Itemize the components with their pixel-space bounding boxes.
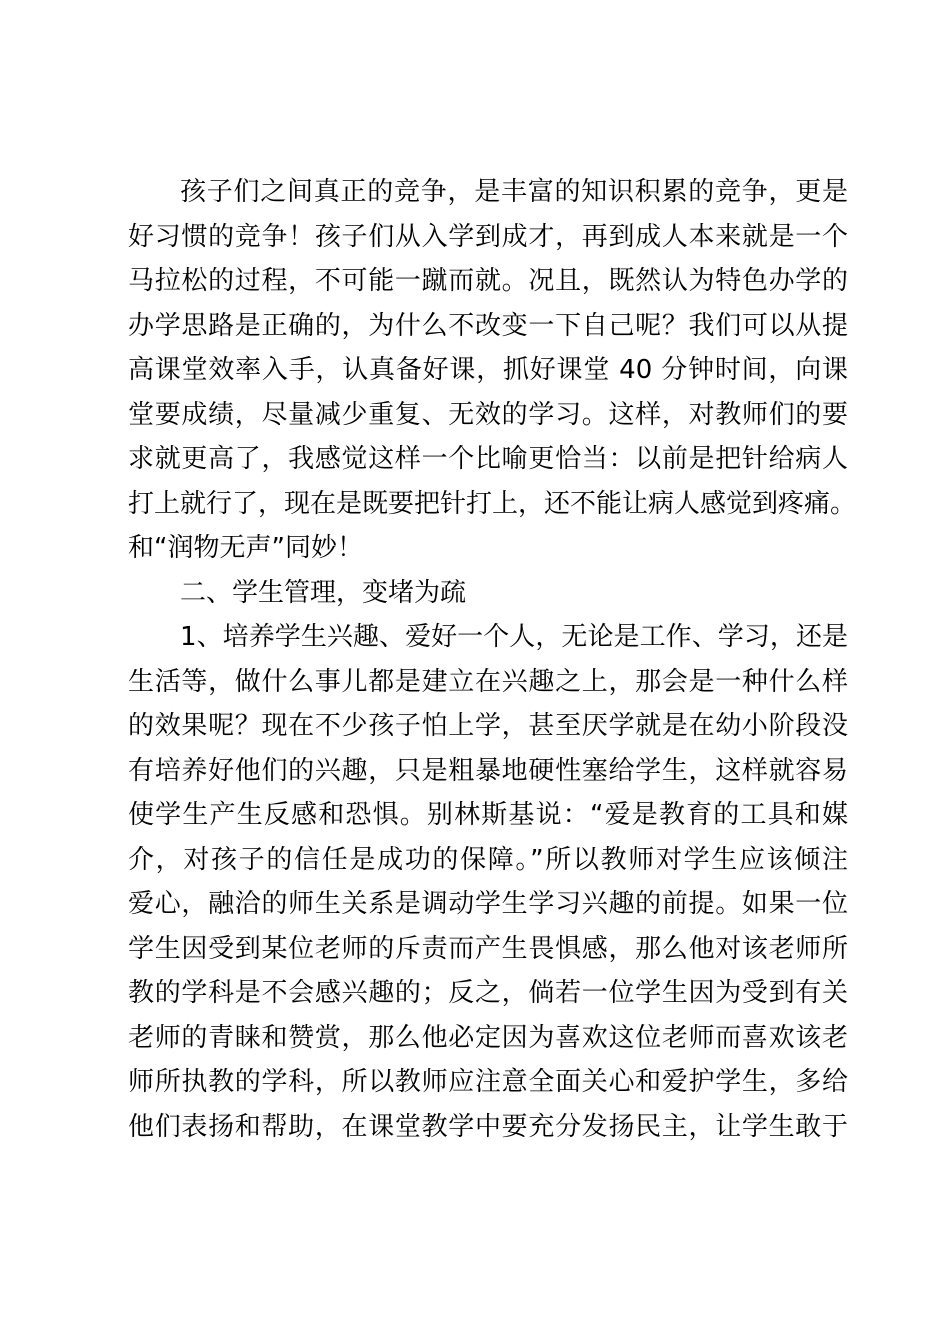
paragraph-line: 孩子们之间真正的竞争，是丰富的知识积累的竞争，更是 [180,177,848,207]
paragraph-line: 介，对孩子的信任是成功的保障。”所以教师对学生应该倾注 [128,844,848,875]
paragraph-line: 马拉松的过程，不可能一蹴而就。况且，既然认为特色办学的 [128,266,848,296]
paragraph-line: 老师的青睐和赞赏，那么他必定因为喜欢这位老师而喜欢该老 [128,1022,848,1053]
paragraph-line: 高课堂效率入手，认真备好课，抓好课堂 40 分钟时间，向课 [128,355,848,385]
paragraph-line: 求就更高了，我感觉这样一个比喻更恰当：以前是把针给病人 [128,444,848,474]
paragraph-line: 堂要成绩，尽量减少重复、无效的学习。这样，对教师们的要 [128,399,848,430]
paragraph-line: 生活等，做什么事儿都是建立在兴趣之上，那会是一种什么样 [128,666,848,697]
paragraph-line: 的效果呢？现在不少孩子怕上学，甚至厌学就是在幼小阶段没 [128,711,848,741]
paragraph-line: 和“润物无声”同妙！ [128,533,363,563]
body-text [128,170,857,1149]
paragraph-line: 师所执教的学科，所以教师应注意全面关心和爱护学生，多给 [128,1067,848,1097]
paragraph-line: 他们表扬和帮助，在课堂教学中要充分发扬民主，让学生敢于 [128,1111,848,1142]
paragraph-line: 有培养好他们的兴趣，只是粗暴地硬性塞给学生，这样就容易 [128,755,848,786]
paragraph-line: 学生因受到某位老师的斥责而产生畏惧感，那么他对该老师所 [128,933,848,964]
paragraph-line: 使学生产生反感和恐惧。别林斯基说：“爱是教育的工具和媒 [128,800,848,830]
paragraph-line: 打上就行了，现在是既要把针打上，还不能让病人感觉到疼痛。 [128,488,857,519]
paragraph-line: 办学思路是正确的，为什么不改变一下自己呢？我们可以从提 [128,310,848,341]
paragraph-line: 好习惯的竞争！孩子们从入学到成才，再到成人本来就是一个 [128,221,848,252]
paragraph-line: 爱心，融洽的师生关系是调动学生学习兴趣的前提。如果一位 [128,889,848,919]
section-heading: 二、学生管理，变堵为疏 [180,577,467,608]
paragraph-line: 1、培养学生兴趣、爱好一个人，无论是工作、学习，还是 [180,622,848,652]
paragraph-line: 教的学科是不会感兴趣的；反之，倘若一位学生因为受到有关 [128,978,848,1008]
